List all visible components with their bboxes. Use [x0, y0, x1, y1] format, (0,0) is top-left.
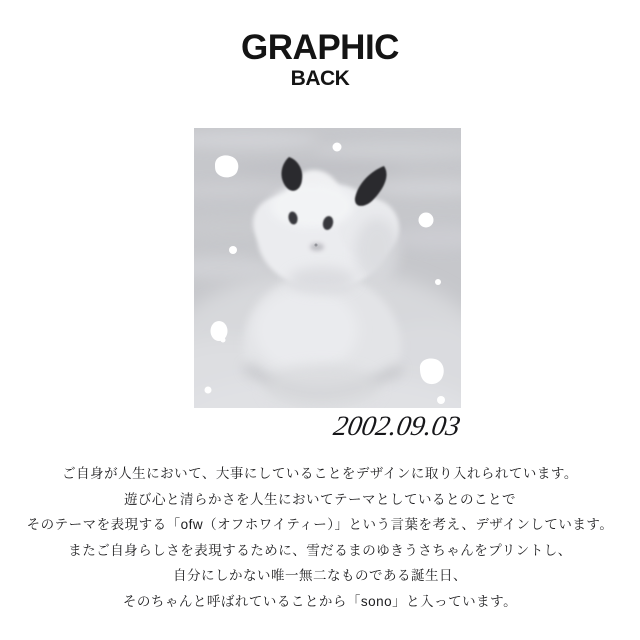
description-line: 自分にしかない唯一無二なものである誕生日、	[173, 568, 467, 583]
snow-rabbit-illustration	[194, 128, 461, 408]
snow-rabbit-photo	[194, 128, 461, 408]
description-line: そのテーマを表現する「ofw（オフホワイティー）」という言葉を考え、デザインしています。	[26, 517, 614, 532]
page-title: GRAPHIC	[241, 28, 399, 67]
description-line: 遊び心と清らかさを人生においてテーマとしているとのことで	[124, 491, 516, 507]
description-line: またご自身らしさを表現するために、雪だるまのゆきうさちゃんをプリントし、	[68, 542, 572, 558]
description-line: ご自身が人生において、大事にしていることをデザインに取り入れられています。	[62, 466, 578, 481]
artwork-date: 2002.09.03	[331, 411, 463, 442]
rabbit-nose	[310, 243, 324, 251]
description-line: そのちゃんと呼ばれていることから「sono」と入っています。	[122, 593, 518, 609]
description	[0, 461, 640, 614]
page-subtitle: BACK	[290, 67, 350, 90]
